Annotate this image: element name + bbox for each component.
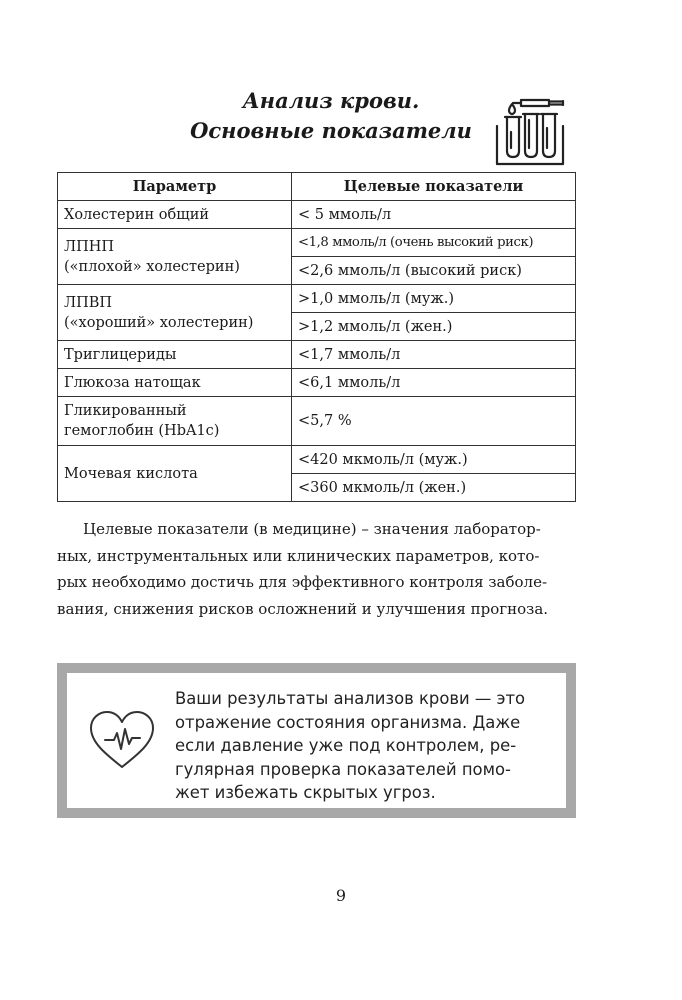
param-line: ЛПНП [64,238,115,255]
title-line-1: Анализ крови. [242,88,420,113]
callout-box [57,663,576,818]
target-cell: <2,6 ммоль/л (высокий риск) [292,257,576,285]
paragraph-line: рых необходимо достичь для эффективного контроля заболе- [57,573,548,591]
param-line: ЛПВП [64,294,113,311]
callout-line: Ваши результаты анализов крови — это [175,689,526,708]
param-cell: Триглицериды [58,341,292,369]
blood-parameters-table [57,172,576,502]
header-targets: Целевые показатели [292,173,576,201]
target-cell: < 5 ммоль/л [292,201,576,229]
table-row [58,201,576,229]
paragraph-line: Целевые показатели (в медицине) – значения лаборатор- [83,520,541,538]
param-line: «хороший» холестерин) [69,314,254,331]
table-row [58,229,576,257]
target-cell: <5,7 % [292,397,576,446]
target-cell: >1,2 ммоль/л (жен.) [292,313,576,341]
heart-pulse-icon [87,709,157,771]
param-cell [58,397,292,446]
callout-line: гулярная проверка показателей помо- [175,759,511,779]
page-number: 9 [335,886,347,905]
param-cell: ЛПВП («хороший» холестерин) [58,285,292,341]
table-row [58,285,576,313]
title-line-2: Основные показатели [190,118,472,143]
target-cell: >1,0 ммоль/л (муж.) [292,285,576,313]
definition-paragraph [57,516,576,622]
callout-line: жет избежать скрытых угроз. [175,783,436,802]
table-row [58,369,576,397]
table-header-row [58,173,576,201]
target-cell: <1,7 ммоль/л [292,341,576,369]
callout-text [175,687,570,805]
param-line: «плохой» холестерин) [69,258,240,275]
target-cell: <1,8 ммоль/л (очень высокий риск) [292,229,576,257]
param-cell: Мочевая кислота [58,446,292,502]
target-cell: <420 мкмоль/л (муж.) [292,446,576,474]
table-row [58,446,576,474]
callout-line: отражение состояния организма. Даже [175,712,521,732]
param-cell: Холестерин общий [58,201,292,229]
target-cell: <360 мкмоль/л (жен.) [292,474,576,502]
param-cell: Глюкоза натощак [58,369,292,397]
table-row [58,341,576,369]
callout-line: если давление уже под контролем, ре- [175,736,517,755]
header-parameter: Параметр [58,173,292,201]
table-row [58,397,576,446]
paragraph-line: вания, снижения рисков осложнений и улучшения прогноза. [57,599,549,618]
param-cell: ЛПНП («плохой» холестерин) [58,229,292,285]
param-line: гемоглобин (HbA1c) [64,423,220,439]
page-title [0,86,682,146]
paragraph-line: ных, инструментальных или клинических параметров, кото- [57,546,540,565]
param-line: Гликированный [64,403,187,419]
test-tubes-icon [491,90,567,170]
target-cell: <6,1 ммоль/л [292,369,576,397]
